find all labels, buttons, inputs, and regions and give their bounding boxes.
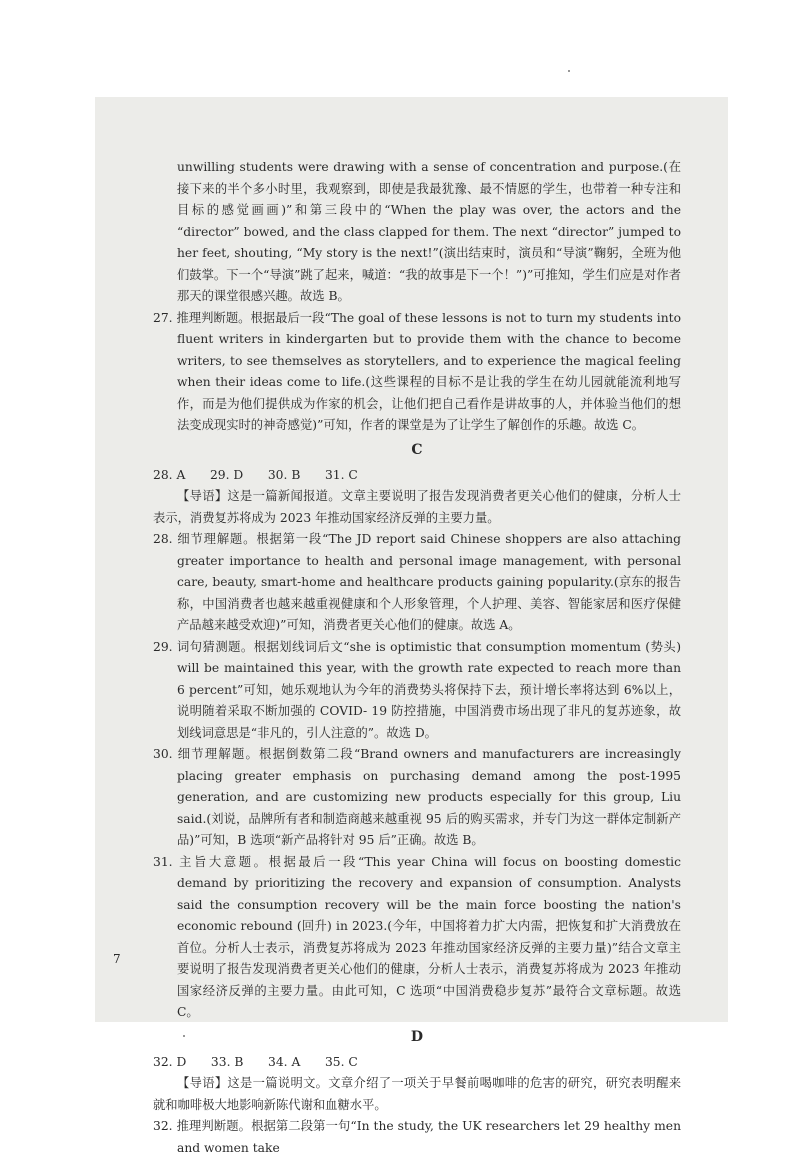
q27-explanation: 27. 推理判断题。根据最后一段“The goal of these lessons is not to turn my students into fluent writers in kindergarten but to provide them with the chance to become writers, to see themselves as storytellers, and to experience the magical feeling when their ideas come to life.(这些课程的目标不是让我的学生在幼儿园就能流利地写作，而是为他们提供成为作家的机会，让他们把自己看作是讲故事的人，并体验当他们的想法变成现实时的神奇感觉)”可知，作者的课堂是为了让学生了解创作的乐趣。故选 C。 <box>153 310 681 432</box>
q32-explanation: 32. 推理判断题。根据第二段第一句“In the study, the UK researchers let 29 healthy men and women take <box>153 1119 681 1155</box>
answer-explanations <box>153 157 681 1159</box>
section-c-answers: 28. A 29. D 30. B 31. C <box>153 467 358 482</box>
q28-explanation: 28. 细节理解题。根据第一段“The JD report said Chinese shoppers are also attaching greater importance to health and personal image management, with personal care, beauty, smart-home and healthcare products gaining popularity.(京东的报告称，中国消费者也越来越重视健康和个人形象管理，个人护理、美容、智能家居和医疗保健产品越来越受欢迎)”可知，消费者更关心他们的健康。故选 A。 <box>153 532 681 632</box>
section-c-guide: 【导语】这是一篇新闻报道。文章主要说明了报告发现消费者更关心他们的健康，分析人士表示，消费复苏将成为 2023 年推动国家经济反弹的主要力量。 <box>153 489 681 525</box>
q29-explanation: 29. 词句猜测题。根据划线词后文“she is optimistic that consumption momentum (势头) will be maintained this year, with the growth rate expected to reach more than 6 percent”可知，她乐观地认为今年的消费势头将保持下去，预计增长率将达到 6%以上，说明随着采取不断加强的 COVID- 19 防控措施，中国消费市场出现了非凡的复苏迹象，故划线词意思是“非凡的，引人注意的”。故选 D。 <box>153 639 681 740</box>
q31-explanation: 31. 主旨大意题。根据最后一段“This year China will focus on boosting domestic demand by prioritizing the recovery and expansion of consumption. Analysts said the consumption recovery will be the main force boosting the nation's economic rebound (回升) in 2023.(今年，中国将着力扩大内需，把恢复和扩大消费放在首位。分析人士表示，消费复苏将成为 2023 年推动国家经济反弹的主要力量)”结合文章主要说明了报告发现消费者更关心他们的健康，分析人士表示，消费复苏将成为 2023 年推动国家经济反弹的主要力量。由此可知，C 选项“中国消费稳步复苏”最符合文章标题。故选 C。 <box>153 854 681 1019</box>
section-c-heading: C <box>411 441 423 458</box>
scan-speck <box>568 70 570 72</box>
q30-explanation: 30. 细节理解题。根据倒数第二段“Brand owners and manufacturers are increasingly placing greater emphasis on purchasing demand among the post-1995 generation, and are customizing new products especially for this group, Liu said.(刘说，品牌所有者和制造商越来越重视 95 后的购买需求，并专门为这一群体定制新产品)”可知，B 选项“新产品将针对 95 后”正确。故选 B。 <box>153 747 681 847</box>
section-d-heading: D <box>410 1028 424 1045</box>
scanned-page <box>95 97 728 1155</box>
page-number: 7 <box>113 952 121 966</box>
scan-speck <box>183 1035 185 1037</box>
section-d-guide: 【导语】这是一篇说明文。文章介绍了一项关于早餐前喝咖啡的危害的研究，研究表明醒来就和咖啡极大地影响新陈代谢和血糖水平。 <box>153 1076 681 1112</box>
section-d-answers: 32. D 33. B 34. A 35. C <box>153 1054 358 1069</box>
q26-continuation: unwilling students were drawing with a sense of concentration and purpose.(在接下来的半个多小时里，我观察到，即使是我最犹豫、最不情愿的学生，也带着一种专注和目标的感觉画画)”和第三段中的“When the play was over, the actors and the “director” bowed, and the class clapped for them. The next “director” jumped to her feet, shouting, “My story is the next!”(演出结束时，演员和“导演”鞠躬，全班为他们鼓掌。下一个“导演”跳了起来，喊道：“我的故事是下一个！”)”可推知，学生们应是对作者那天的课堂很感兴趣。故选 B。 <box>177 160 681 303</box>
